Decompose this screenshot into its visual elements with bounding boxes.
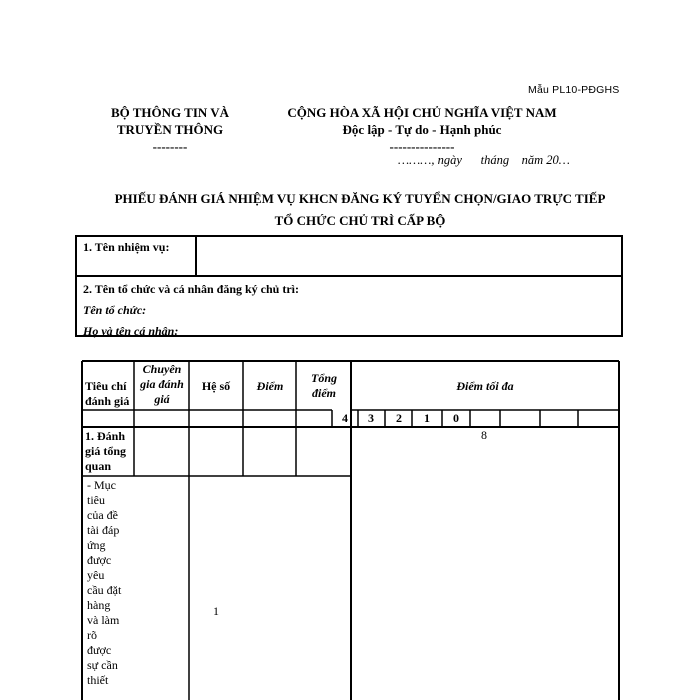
- overall-max-score: 8: [481, 428, 487, 442]
- title-line-2: TỔ CHỨC CHỦ TRÌ CẤP BỘ: [274, 213, 446, 228]
- agency-rule: --------: [152, 139, 188, 154]
- score-level-cell: 4: [342, 411, 348, 425]
- expert-header-line: giá: [154, 392, 170, 406]
- registrant-label: 2. Tên tổ chức và cá nhân đăng ký chủ trì:: [83, 282, 300, 296]
- max-score-header: Điểm tối đa: [456, 379, 514, 393]
- criteria-header-line: Tiêu chí: [85, 379, 127, 393]
- nation-name: CỘNG HÒA XÃ HỘI CHỦ NGHĨA VIỆT NAM: [287, 105, 557, 120]
- date-line: ………, ngày tháng năm 20…: [398, 153, 570, 167]
- criteria-line: 1. Đánh: [85, 429, 126, 443]
- criteria-line: yêu: [87, 568, 105, 582]
- nation-motto: Độc lập - Tự do - Hạnh phúc: [342, 122, 502, 137]
- criteria-line: tài đáp: [87, 523, 120, 537]
- expert-header: [136, 362, 188, 407]
- criteria-line: thiết: [87, 673, 109, 687]
- criteria-line: rõ: [87, 628, 97, 642]
- coefficient-header: Hệ số: [201, 379, 231, 393]
- criteria-line: được: [87, 643, 112, 657]
- score-level-cell: 1: [424, 411, 430, 425]
- form-code: Mẫu PL10-PĐGHS: [528, 84, 620, 96]
- criteria-overall-cell: [85, 429, 126, 474]
- criteria-line: và làm: [87, 613, 120, 627]
- agency-line-1: BỘ THÔNG TIN VÀ: [110, 105, 230, 120]
- criteria-line: - Mục: [87, 478, 116, 492]
- total-header-line: điểm: [312, 386, 336, 400]
- expert-header-line: gia đánh: [140, 377, 184, 391]
- criteria-line: sự cần: [87, 658, 118, 672]
- criteria-line: tiêu: [87, 493, 105, 507]
- criteria-line: giá tổng: [85, 444, 127, 458]
- score-header: Điểm: [256, 379, 284, 393]
- criteria-line: hàng: [87, 598, 111, 612]
- nation-rule: ---------------: [389, 139, 455, 154]
- title-line-1: PHIẾU ĐÁNH GIÁ NHIỆM VỤ KHCN ĐĂNG KÝ TUYỂN CHỌN/GIAO TRỰC TIẾP: [114, 191, 606, 206]
- score-level-cell: 2: [396, 411, 402, 425]
- objective-coefficient: 1: [213, 604, 219, 618]
- criteria-line: của đề: [87, 508, 118, 522]
- individual-label: Họ và tên cá nhân:: [83, 324, 179, 338]
- organization-label: Tên tổ chức:: [83, 303, 147, 317]
- criteria-line: quan: [85, 459, 112, 473]
- criteria-line: ứng: [87, 538, 106, 552]
- criteria-line: cầu đặt: [87, 583, 122, 597]
- criteria-objective-cell: [87, 478, 121, 688]
- total-header: [297, 371, 351, 401]
- criteria-line: được: [87, 553, 112, 567]
- score-level-cell: 0: [453, 411, 459, 425]
- task-name-label: 1. Tên nhiệm vụ:: [83, 240, 170, 254]
- expert-header-line: Chuyên: [142, 362, 182, 376]
- agency-line-2: TRUYỀN THÔNG: [116, 122, 224, 137]
- criteria-header: [85, 379, 129, 409]
- criteria-header-line: đánh giá: [85, 394, 130, 408]
- total-header-line: Tổng: [310, 371, 337, 385]
- score-level-cell: 3: [368, 411, 374, 425]
